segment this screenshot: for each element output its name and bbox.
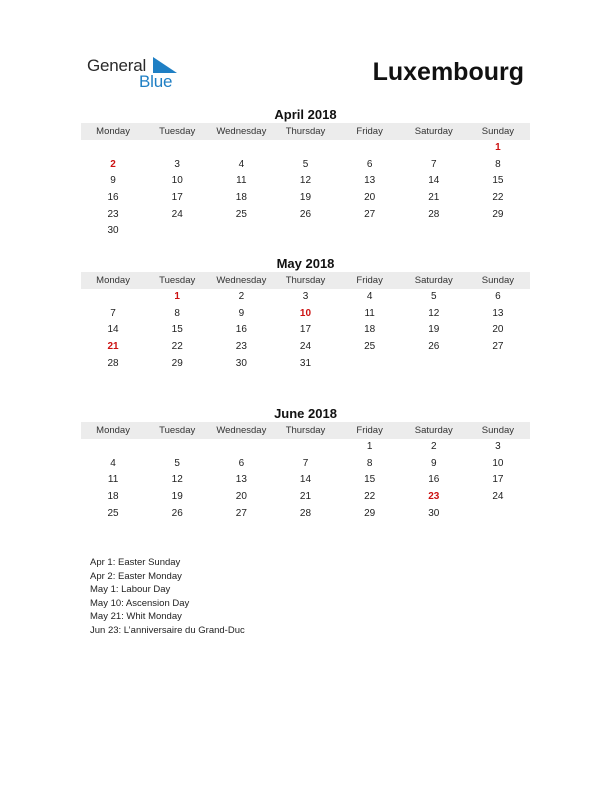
day-cell: 28: [299, 507, 312, 519]
month-april: [81, 106, 530, 240]
holiday-day-cell: 23: [428, 491, 440, 503]
day-cell: 16: [428, 474, 440, 486]
week-row: [81, 456, 530, 473]
day-cell: 19: [299, 192, 312, 204]
day-cell: 27: [235, 507, 247, 519]
day-cell: 27: [492, 341, 504, 353]
day-cell: 20: [364, 192, 376, 204]
day-cell: [466, 356, 530, 373]
week-row: [81, 289, 530, 306]
holiday-list: [90, 556, 245, 638]
weekday-header-row: [81, 272, 530, 289]
weekday-header: Thursday: [285, 275, 326, 286]
day-cell: 6: [238, 457, 245, 469]
weekday-header: Wednesday: [216, 275, 267, 286]
day-cell: 17: [299, 324, 312, 336]
day-cell: 25: [107, 507, 119, 519]
day-cell: [338, 140, 402, 157]
day-cell: 10: [171, 175, 183, 187]
week-row: [81, 339, 530, 356]
day-cell: 6: [495, 291, 501, 302]
day-cell: 5: [174, 457, 180, 469]
day-cell: [145, 140, 209, 157]
day-cell: 26: [299, 208, 312, 220]
day-cell: 1: [366, 441, 373, 452]
day-cell: [81, 289, 145, 306]
day-cell: 9: [430, 457, 437, 469]
month-title: April 2018: [274, 107, 337, 122]
week-row: [81, 140, 530, 157]
day-cell: 29: [492, 208, 504, 220]
holiday-entry: May 1: Labour Day: [90, 584, 171, 596]
day-cell: 5: [430, 291, 437, 302]
day-cell: 20: [492, 324, 504, 336]
holiday-day-cell: 21: [107, 341, 119, 353]
day-cell: 9: [238, 307, 245, 319]
day-cell: [209, 223, 273, 240]
day-cell: 14: [299, 474, 312, 486]
day-cell: 27: [364, 208, 376, 220]
day-cell: 16: [107, 192, 119, 204]
day-cell: 14: [428, 175, 440, 187]
day-cell: 28: [428, 208, 440, 220]
day-cell: 3: [495, 441, 501, 452]
day-cell: 15: [492, 175, 504, 187]
day-cell: 3: [302, 291, 309, 302]
month-june: [81, 405, 530, 522]
day-cell: [81, 140, 145, 157]
day-cell: 9: [110, 175, 116, 187]
day-cell: 13: [235, 474, 247, 486]
day-cell: 30: [428, 507, 440, 519]
day-cell: [209, 140, 273, 157]
day-cell: [145, 439, 209, 456]
day-cell: 23: [107, 208, 119, 220]
week-row: [81, 439, 530, 456]
day-cell: 7: [430, 158, 437, 170]
day-cell: 14: [107, 324, 119, 336]
day-cell: 17: [492, 474, 504, 486]
day-cell: 25: [235, 208, 247, 220]
week-row: [81, 322, 530, 339]
day-cell: 24: [299, 341, 312, 353]
holiday-day-cell: 1: [174, 291, 180, 302]
weekday-header: Monday: [96, 126, 130, 137]
month-title: June 2018: [274, 406, 337, 421]
day-cell: 12: [299, 175, 312, 187]
day-cell: 26: [428, 341, 440, 353]
weekday-header: Sunday: [481, 425, 515, 436]
day-cell: 6: [366, 158, 373, 170]
day-cell: 30: [107, 225, 119, 237]
holiday-day-cell: 1: [495, 142, 501, 153]
day-cell: 26: [171, 507, 183, 519]
day-cell: [338, 223, 402, 240]
day-cell: 31: [299, 357, 312, 369]
week-row: [81, 173, 530, 190]
day-cell: 10: [492, 457, 504, 469]
day-cell: 11: [107, 474, 119, 486]
week-row: [81, 489, 530, 506]
holiday-entry: Apr 1: Easter Sunday: [90, 557, 181, 568]
day-cell: [402, 356, 466, 373]
weekday-header: Friday: [356, 275, 383, 286]
day-cell: 18: [235, 192, 247, 204]
day-cell: [273, 223, 337, 240]
day-cell: 15: [364, 474, 376, 486]
day-cell: 29: [364, 507, 376, 519]
week-row: [81, 223, 530, 240]
holiday-entry: Jun 23: L’anniversaire du Grand-Duc: [90, 624, 245, 636]
week-row: [81, 306, 530, 323]
day-cell: [209, 439, 273, 456]
day-cell: [81, 439, 145, 456]
day-cell: 20: [235, 491, 247, 503]
week-row: [81, 472, 530, 489]
weekday-header: Sunday: [481, 275, 515, 286]
day-cell: 21: [299, 491, 312, 503]
day-cell: 4: [238, 158, 245, 170]
day-cell: 11: [364, 307, 375, 319]
day-cell: 4: [366, 291, 373, 302]
day-cell: 17: [171, 192, 183, 204]
day-cell: 12: [428, 307, 440, 319]
logo-triangle-icon: [153, 57, 177, 73]
day-cell: 5: [302, 158, 309, 170]
month-title: May 2018: [276, 256, 335, 271]
day-cell: 16: [235, 324, 247, 336]
day-cell: 8: [366, 457, 373, 469]
day-cell: 7: [110, 307, 116, 319]
country-title: Luxembourg: [372, 58, 524, 86]
weekday-header: Friday: [356, 425, 383, 436]
day-cell: 19: [428, 324, 440, 336]
day-cell: [273, 140, 337, 157]
weekday-header: Thursday: [285, 425, 326, 436]
weekday-header: Monday: [96, 275, 130, 286]
week-row: [81, 207, 530, 224]
week-row: [81, 356, 530, 373]
day-cell: 11: [236, 175, 247, 187]
weekday-header: Tuesday: [159, 275, 196, 286]
logo: [87, 56, 187, 92]
day-cell: 8: [495, 158, 501, 170]
day-cell: [273, 439, 337, 456]
weekday-header: Saturday: [414, 425, 453, 436]
day-cell: 2: [238, 291, 245, 302]
logo-text-general: General: [87, 56, 147, 75]
day-cell: 2: [430, 441, 437, 452]
day-cell: 3: [174, 158, 180, 170]
week-row: [81, 506, 530, 523]
day-cell: 12: [171, 474, 183, 486]
weekday-header: Wednesday: [216, 425, 267, 436]
holiday-entry: May 10: Ascension Day: [90, 597, 190, 609]
day-cell: 28: [107, 357, 119, 369]
day-cell: [145, 223, 209, 240]
logo-text-blue: Blue: [139, 72, 173, 91]
weekday-header: Saturday: [414, 126, 453, 137]
day-cell: 13: [364, 175, 376, 187]
day-cell: 29: [171, 357, 183, 369]
day-cell: [466, 223, 530, 240]
day-cell: [402, 140, 466, 157]
day-cell: [402, 223, 466, 240]
day-cell: 19: [171, 491, 183, 503]
day-cell: 15: [171, 324, 183, 336]
day-cell: 30: [235, 357, 247, 369]
day-cell: 4: [110, 457, 116, 469]
day-cell: 22: [171, 341, 183, 353]
day-cell: 18: [107, 491, 119, 503]
holiday-entry: Apr 2: Easter Monday: [90, 570, 182, 582]
day-cell: 18: [364, 324, 376, 336]
weekday-header: Wednesday: [216, 126, 267, 137]
day-cell: [466, 506, 530, 523]
day-cell: 22: [492, 192, 504, 204]
month-may: [81, 255, 530, 372]
day-cell: [338, 356, 402, 373]
weekday-header: Tuesday: [159, 126, 196, 137]
day-cell: 25: [364, 341, 376, 353]
weekday-header-row: [81, 123, 530, 140]
holiday-day-cell: 10: [299, 307, 312, 319]
day-cell: 22: [364, 491, 376, 503]
weekday-header: Monday: [96, 425, 130, 436]
day-cell: 21: [428, 192, 440, 204]
week-row: [81, 157, 530, 174]
day-cell: 8: [174, 307, 180, 319]
weekday-header: Tuesday: [159, 425, 196, 436]
weekday-header: Thursday: [285, 126, 326, 137]
weekday-header: Friday: [356, 126, 383, 137]
week-row: [81, 190, 530, 207]
weekday-header-row: [81, 422, 530, 439]
day-cell: 24: [171, 208, 183, 220]
day-cell: 24: [492, 491, 504, 503]
weekday-header: Saturday: [414, 275, 453, 286]
holiday-day-cell: 2: [110, 158, 116, 170]
weekday-header: Sunday: [481, 126, 515, 137]
day-cell: 7: [302, 457, 309, 469]
holiday-entry: May 21: Whit Monday: [90, 611, 182, 623]
day-cell: 13: [492, 307, 504, 319]
day-cell: 23: [235, 341, 247, 353]
